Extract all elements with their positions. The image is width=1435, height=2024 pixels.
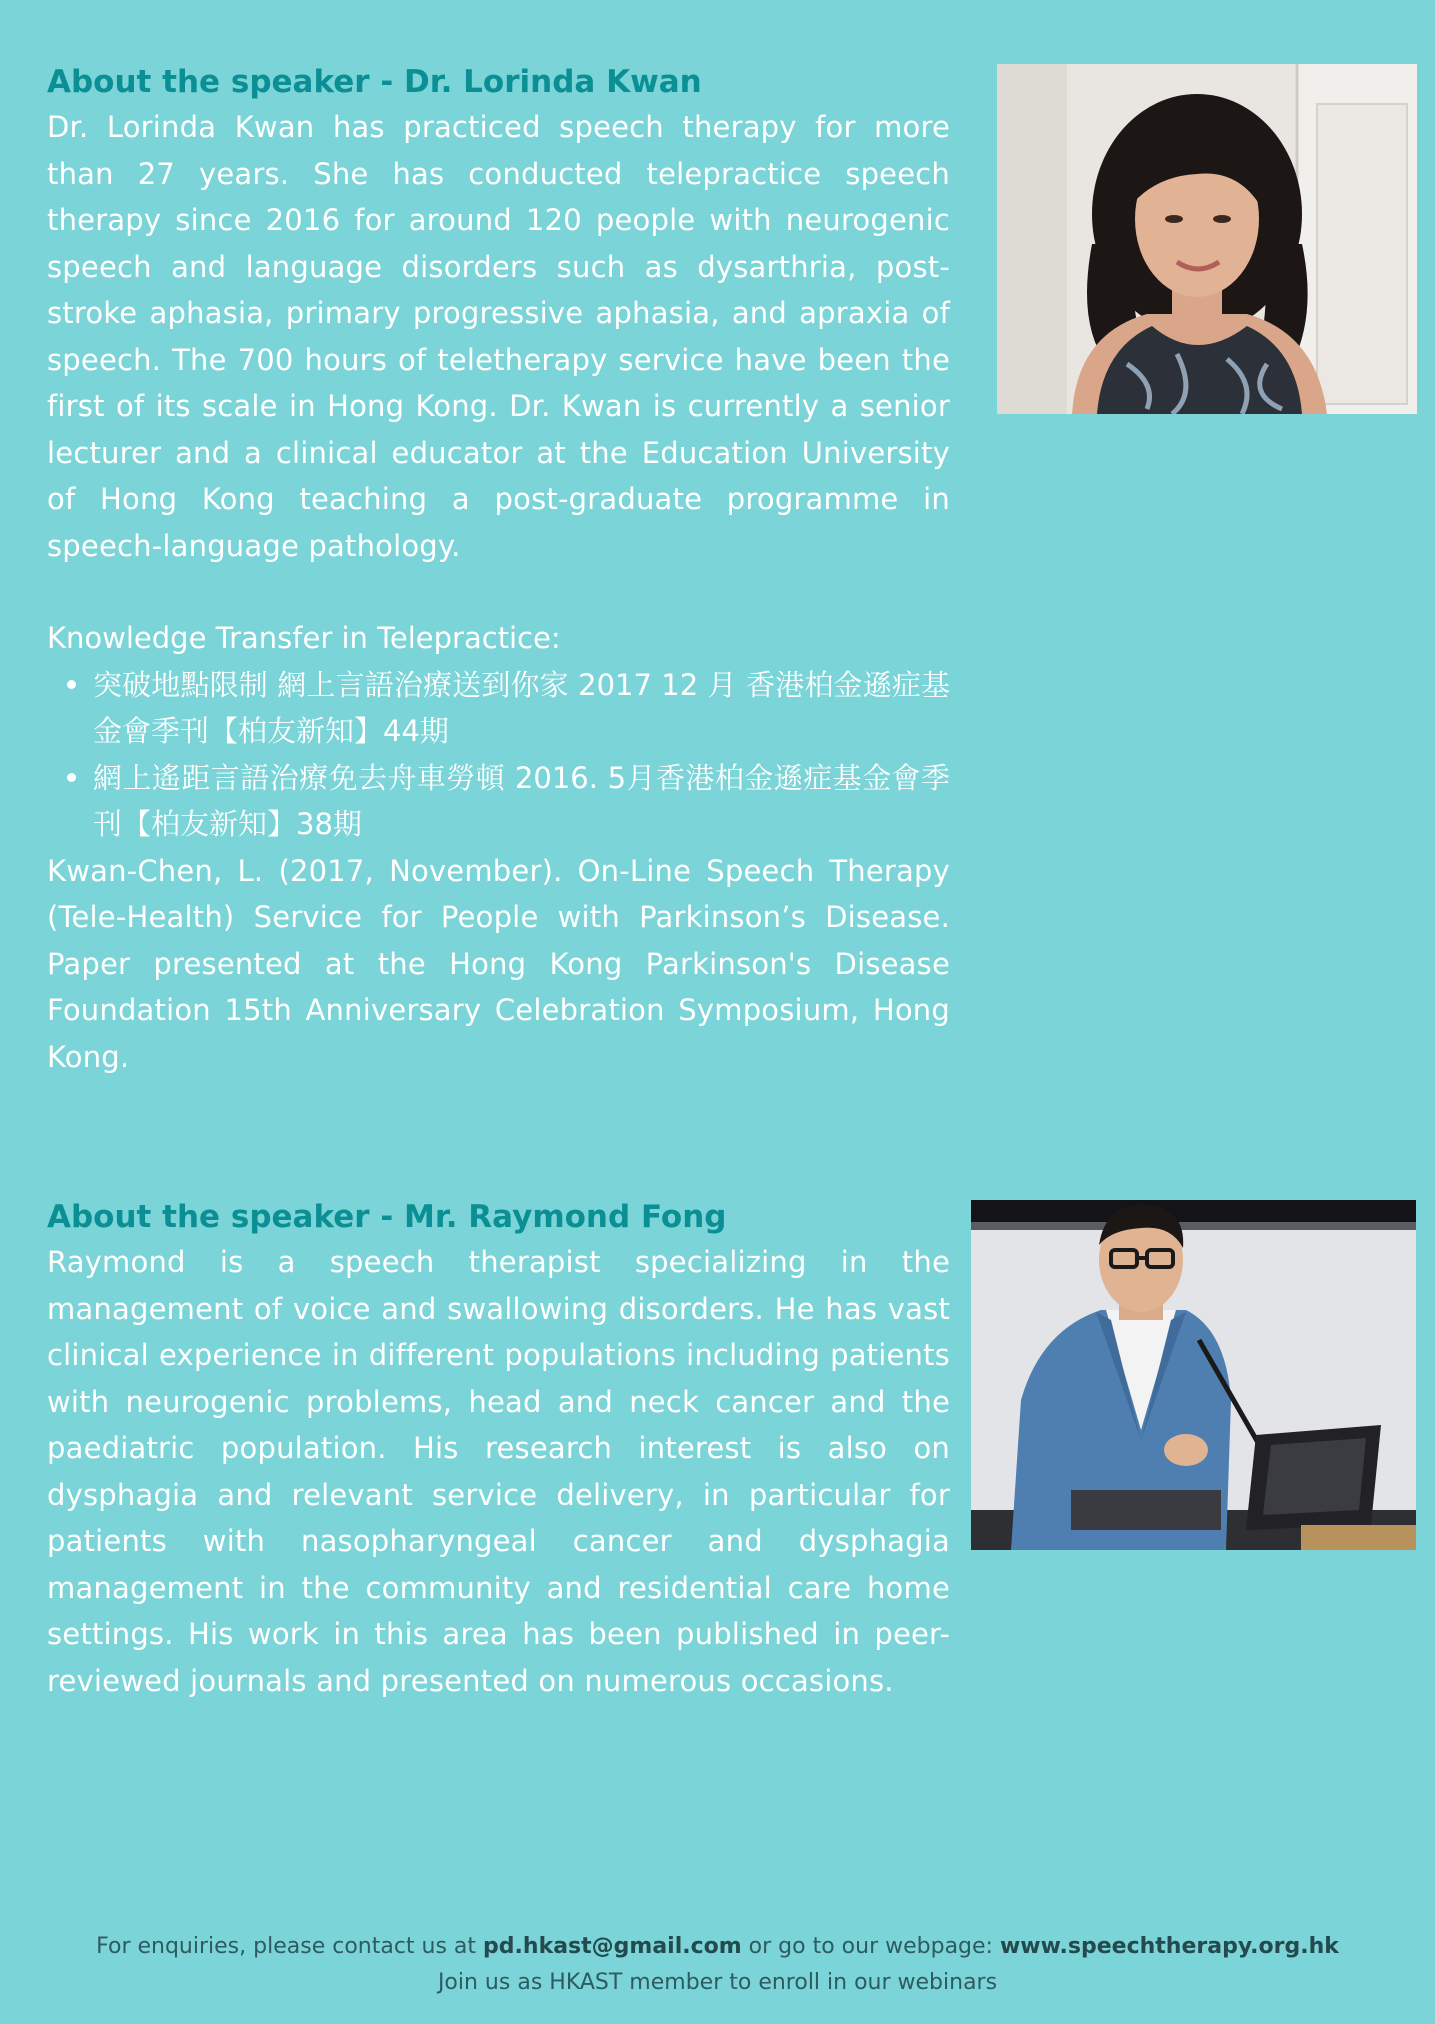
speaker2-heading: About the speaker - Mr. Raymond Fong (47, 1199, 727, 1235)
footer-membership: Join us as HKAST member to enroll in our webinars (437, 1970, 998, 1995)
speaker1-photo (997, 64, 1417, 414)
list-item: 突破地點限制 網上言語治療送到你家 2017 12 月 香港柏金遜症基金會季刊【柏友新知】44期 (93, 662, 950, 755)
bullet-icon (67, 680, 76, 689)
list-item: 網上遙距言語治療免去舟車勞頓 2016. 5月香港柏金遜症基金會季刊【柏友新知】38期 (93, 755, 950, 848)
speaker1-bio: Dr. Lorinda Kwan has practiced speech therapy for more than 27 years. She has conducted telepractice speech therapy since 2016 for around 120 people with neurogenic speech and language disorders such as dysarthria, post-stroke aphasia, primary progressive aphasia, and apraxia of speech. The 700 hours of teletherapy service have been the first of its scale in Hong Kong. Dr. Kwan is currently a senior lecturer and a clinical educator at the Education University of Hong Kong teaching a post-graduate programme in speech-language pathology. (47, 110, 950, 563)
email-link[interactable]: pd.hkast@gmail.com (483, 1934, 742, 1959)
speaker2-bio: Raymond is a speech therapist specializing in the management of voice and swallowing disorders. He has vast clinical experience in different populations including patients with neurogenic problems, head and neck cancer and the paediatric population. His research interest is also on dysphagia and relevant service delivery, in particular for patients with nasopharyngeal cancer and dysphagia management in the community and residential care home settings. His work in this area has been published in peer-reviewed journals and presented on numerous occasions. (47, 1245, 950, 1698)
knowledge-transfer-title: Knowledge Transfer in Telepractice: (47, 621, 561, 655)
speaker1-heading: About the speaker - Dr. Lorinda Kwan (47, 64, 702, 100)
speaker1-section (47, 62, 950, 1080)
bullet-icon (67, 773, 76, 782)
speaker2-photo (971, 1200, 1416, 1550)
footer-contact: For enquiries, please contact us at pd.hkast@gmail.com or go to our webpage: www.speechtherapy.org.hk (96, 1934, 1339, 1959)
website-link[interactable]: www.speechtherapy.org.hk (999, 1934, 1339, 1959)
speaker2-section (47, 1197, 950, 1704)
knowledge-transfer-list (47, 662, 950, 848)
speaker1-citation: Kwan-Chen, L. (2017, November). On-Line Speech Therapy (Tele-Health) Service for People with Parkinson’s Disease. Paper presented at the Hong Kong Parkinson's Disease Foundation 15th Anniversary Celebration Symposium, Hong Kong. (47, 853, 950, 1074)
